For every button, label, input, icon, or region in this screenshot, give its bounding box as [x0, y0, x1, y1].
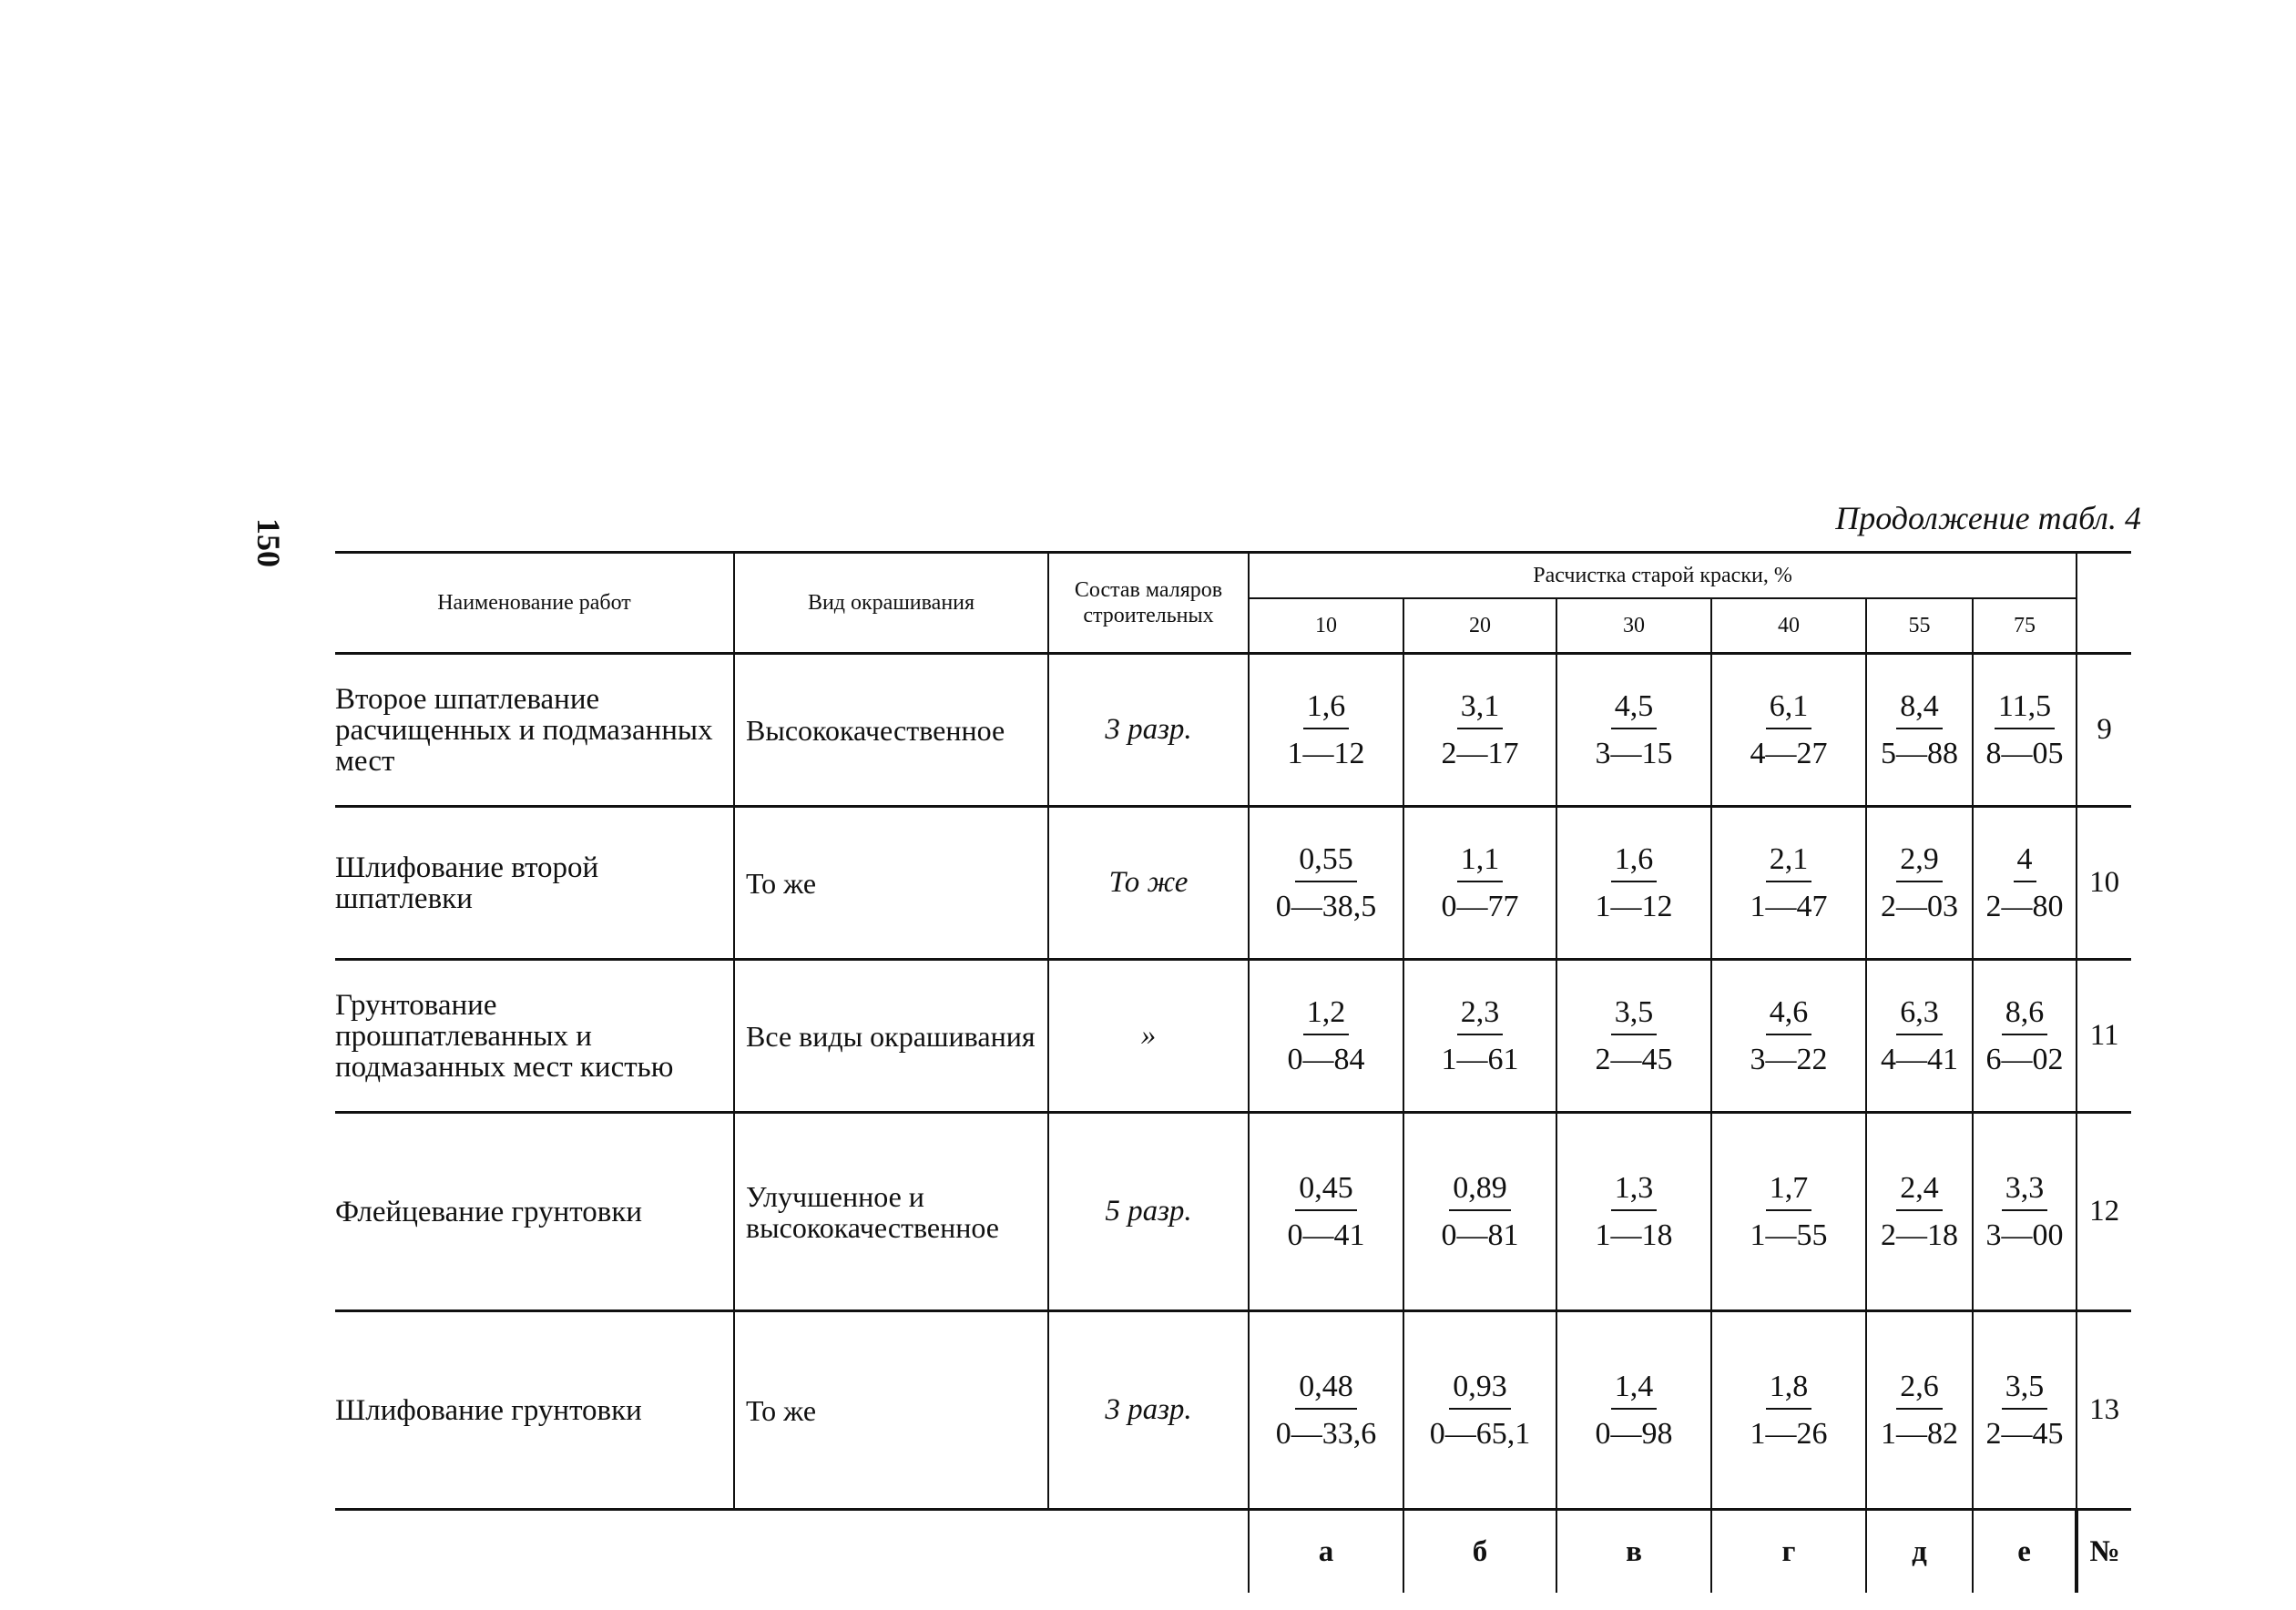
norm-value-cell [1403, 1311, 1556, 1510]
composition-cell: 5 разр. [1048, 1113, 1249, 1311]
price-value: 1—61 [1441, 1042, 1519, 1076]
labor-norm-value: 2,1 [1766, 844, 1812, 882]
labor-norm-value: 1,2 [1303, 997, 1350, 1035]
labor-norm-value: 3,3 [2002, 1173, 2048, 1211]
norm-fraction [1595, 841, 1673, 923]
header-work-name: Наименование работ [335, 553, 734, 654]
footer-blank [734, 1510, 1048, 1594]
footer-letter-g: г [1711, 1510, 1866, 1594]
price-value: 4—41 [1881, 1042, 1958, 1076]
header-percent-30: 30 [1556, 598, 1711, 654]
norm-value-cell [1249, 1311, 1403, 1510]
price-value: 2—18 [1881, 1218, 1958, 1252]
price-value: 0—33,6 [1275, 1416, 1377, 1451]
labor-norm-value: 0,93 [1449, 1371, 1511, 1410]
header-percent-55: 55 [1866, 598, 1973, 654]
norm-value-cell [1866, 1311, 1973, 1510]
norm-fraction [1287, 994, 1365, 1076]
labor-norm-value: 4,6 [1766, 997, 1812, 1035]
price-value: 0—81 [1441, 1218, 1519, 1252]
table-continuation-label: Продолжение табл. 4 [1835, 500, 2141, 536]
norm-value-cell [1249, 654, 1403, 807]
work-name-cell: Грунтование прошпатлеванных и подмазанных мест кистью [335, 960, 734, 1113]
price-value: 8—05 [1985, 736, 2064, 770]
norm-value-cell [1711, 1311, 1866, 1510]
norm-value-cell [1556, 1113, 1711, 1311]
table-body [335, 654, 2131, 1510]
footer-letter-a: а [1249, 1510, 1403, 1594]
norm-value-cell [1403, 960, 1556, 1113]
norm-fraction [1430, 1371, 1531, 1450]
composition-cell: 3 разр. [1048, 654, 1249, 807]
paint-type-cell: То же [734, 1311, 1048, 1510]
norm-fraction [1595, 994, 1673, 1076]
header-clearing-title: Расчистка старой краски, % [1249, 553, 2077, 599]
labor-norm-value: 3,5 [1611, 997, 1658, 1035]
norm-value-cell [1866, 1113, 1973, 1311]
norm-fraction [1881, 1170, 1958, 1252]
norms-table [335, 551, 2131, 1593]
norm-value-cell [1556, 960, 1711, 1113]
norm-value-cell [1556, 654, 1711, 807]
labor-norm-value: 1,3 [1611, 1173, 1658, 1211]
footer-blank [1048, 1510, 1249, 1594]
norm-value-cell [1711, 654, 1866, 807]
labor-norm-value: 6,1 [1766, 691, 1812, 729]
labor-norm-value: 4 [2014, 844, 2036, 882]
norm-value-cell [1866, 654, 1973, 807]
work-name-cell: Шлифование второй шпатлевки [335, 807, 734, 960]
norm-fraction [1276, 1371, 1377, 1450]
work-name-cell: Второе шпатлевание расчищенных и подмазанных мест [335, 654, 734, 807]
labor-norm-value: 11,5 [1995, 691, 2055, 729]
norm-value-cell [1866, 960, 1973, 1113]
labor-norm-value: 1,4 [1611, 1371, 1658, 1410]
header-percent-75: 75 [1973, 598, 2077, 654]
header-composition: Состав маляров строительных [1048, 553, 1249, 654]
norm-value-cell [1403, 1113, 1556, 1311]
header-num-blank [2077, 553, 2131, 654]
price-value: 6—02 [1985, 1042, 2064, 1076]
norm-value-cell [1973, 1113, 2077, 1311]
price-value: 1—18 [1595, 1218, 1673, 1252]
row-number-cell: 9 [2077, 654, 2131, 807]
price-value: 3—00 [1985, 1218, 2064, 1252]
labor-norm-value: 2,3 [1457, 997, 1504, 1035]
labor-norm-value: 6,3 [1896, 997, 1943, 1035]
norm-value-cell [1866, 807, 1973, 960]
norm-value-cell [1973, 1311, 2077, 1510]
price-value: 2—45 [1595, 1042, 1673, 1076]
labor-norm-value: 1,7 [1766, 1173, 1812, 1211]
norm-fraction [1985, 1170, 2064, 1252]
labor-norm-value: 1,8 [1766, 1371, 1812, 1410]
header-paint-type: Вид окрашивания [734, 553, 1048, 654]
norm-fraction [1985, 688, 2064, 770]
paint-type-cell: Высококачественное [734, 654, 1048, 807]
norm-value-cell [1249, 960, 1403, 1113]
price-value: 0—77 [1441, 889, 1519, 923]
price-value: 1—55 [1750, 1218, 1828, 1252]
price-value: 4—27 [1750, 736, 1828, 770]
price-value: 0—41 [1287, 1218, 1365, 1252]
labor-norm-value: 0,48 [1295, 1371, 1357, 1410]
labor-norm-value: 1,6 [1303, 691, 1350, 729]
price-value: 3—15 [1595, 736, 1673, 770]
row-number-cell: 11 [2077, 960, 2131, 1113]
labor-norm-value: 3,1 [1457, 691, 1504, 729]
norm-fraction [1596, 1371, 1673, 1450]
norm-fraction [1881, 688, 1958, 770]
norm-fraction [1287, 688, 1365, 770]
norm-fraction [1986, 1371, 2064, 1450]
footer-blank [335, 1510, 734, 1594]
norm-fraction [1441, 994, 1519, 1076]
labor-norm-value: 1,6 [1611, 844, 1658, 882]
price-value: 2—45 [1985, 1416, 2064, 1451]
price-value: 1—12 [1287, 736, 1365, 770]
price-value: 5—88 [1881, 736, 1958, 770]
norm-fraction [1750, 841, 1828, 923]
footer-num-label: № [2077, 1510, 2131, 1594]
labor-norm-value: 0,45 [1295, 1173, 1357, 1211]
norm-fraction [1595, 1170, 1673, 1252]
paint-type-cell: Улучшенное и высококачественное [734, 1113, 1048, 1311]
footer-letter-b: б [1403, 1510, 1556, 1594]
norm-fraction [1750, 688, 1828, 770]
norm-fraction [1275, 841, 1377, 923]
table-row [335, 960, 2131, 1113]
footer-letter-d: д [1866, 1510, 1973, 1594]
composition-cell: 3 разр. [1048, 1311, 1249, 1510]
labor-norm-value: 0,89 [1449, 1173, 1511, 1211]
footer-letter-v: в [1556, 1510, 1711, 1594]
labor-norm-value: 0,55 [1295, 844, 1357, 882]
composition-cell: » [1048, 960, 1249, 1113]
norm-value-cell [1403, 807, 1556, 960]
table-row [335, 807, 2131, 960]
header-percent-20: 20 [1403, 598, 1556, 654]
labor-norm-value: 8,6 [2002, 997, 2048, 1035]
norm-value-cell [1973, 654, 2077, 807]
row-number-cell: 13 [2077, 1311, 2131, 1510]
price-value: 1—47 [1750, 889, 1828, 923]
price-value: 2—03 [1881, 889, 1958, 923]
norm-value-cell [1556, 1311, 1711, 1510]
norm-fraction [1750, 1371, 1828, 1450]
price-value: 2—80 [1985, 889, 2064, 923]
price-value: 1—12 [1595, 889, 1673, 923]
norm-value-cell [1403, 654, 1556, 807]
norm-fraction [1441, 688, 1519, 770]
labor-norm-value: 2,9 [1896, 844, 1943, 882]
norm-value-cell [1249, 1113, 1403, 1311]
work-name-cell: Шлифование грунтовки [335, 1311, 734, 1510]
norm-value-cell [1249, 807, 1403, 960]
table-row [335, 654, 2131, 807]
norm-fraction [1287, 1170, 1365, 1252]
table-row [335, 1113, 2131, 1311]
paint-type-cell: То же [734, 807, 1048, 960]
row-number-cell: 12 [2077, 1113, 2131, 1311]
norm-value-cell [1711, 807, 1866, 960]
footer-row [335, 1510, 2131, 1594]
norm-fraction [1595, 688, 1673, 770]
price-value: 0—38,5 [1275, 889, 1377, 923]
norm-value-cell [1973, 807, 2077, 960]
norm-value-cell [1973, 960, 2077, 1113]
norm-fraction [1985, 841, 2064, 923]
labor-norm-value: 4,5 [1611, 691, 1658, 729]
price-value: 1—26 [1750, 1416, 1828, 1451]
norm-fraction [1985, 994, 2064, 1076]
norm-fraction [1441, 841, 1519, 923]
norm-value-cell [1711, 960, 1866, 1113]
norm-fraction [1750, 1170, 1828, 1252]
labor-norm-value: 2,4 [1896, 1173, 1943, 1211]
norm-value-cell [1556, 807, 1711, 960]
paint-type-cell: Все виды окрашивания [734, 960, 1048, 1113]
norm-fraction [1881, 994, 1958, 1076]
table-row [335, 1311, 2131, 1510]
header-percent-40: 40 [1711, 598, 1866, 654]
norm-fraction [1881, 841, 1958, 923]
row-number-cell: 10 [2077, 807, 2131, 960]
norm-fraction [1881, 1371, 1958, 1450]
composition-cell: То же [1048, 807, 1249, 960]
norm-fraction [1441, 1170, 1519, 1252]
price-value: 0—65,1 [1429, 1416, 1531, 1451]
work-name-cell: Флейцевание грунтовки [335, 1113, 734, 1311]
price-value: 1—82 [1881, 1416, 1958, 1451]
labor-norm-value: 2,6 [1896, 1371, 1943, 1410]
header-percent-10: 10 [1249, 598, 1403, 654]
labor-norm-value: 8,4 [1896, 691, 1943, 729]
norm-fraction [1750, 994, 1828, 1076]
price-value: 0—84 [1287, 1042, 1365, 1076]
price-value: 2—17 [1441, 736, 1519, 770]
price-value: 0—98 [1595, 1416, 1673, 1451]
footer-letter-e: е [1973, 1510, 2077, 1594]
page-number: 150 [250, 518, 287, 567]
price-value: 3—22 [1750, 1042, 1828, 1076]
labor-norm-value: 3,5 [2002, 1371, 2048, 1410]
norm-value-cell [1711, 1113, 1866, 1311]
labor-norm-value: 1,1 [1457, 844, 1504, 882]
